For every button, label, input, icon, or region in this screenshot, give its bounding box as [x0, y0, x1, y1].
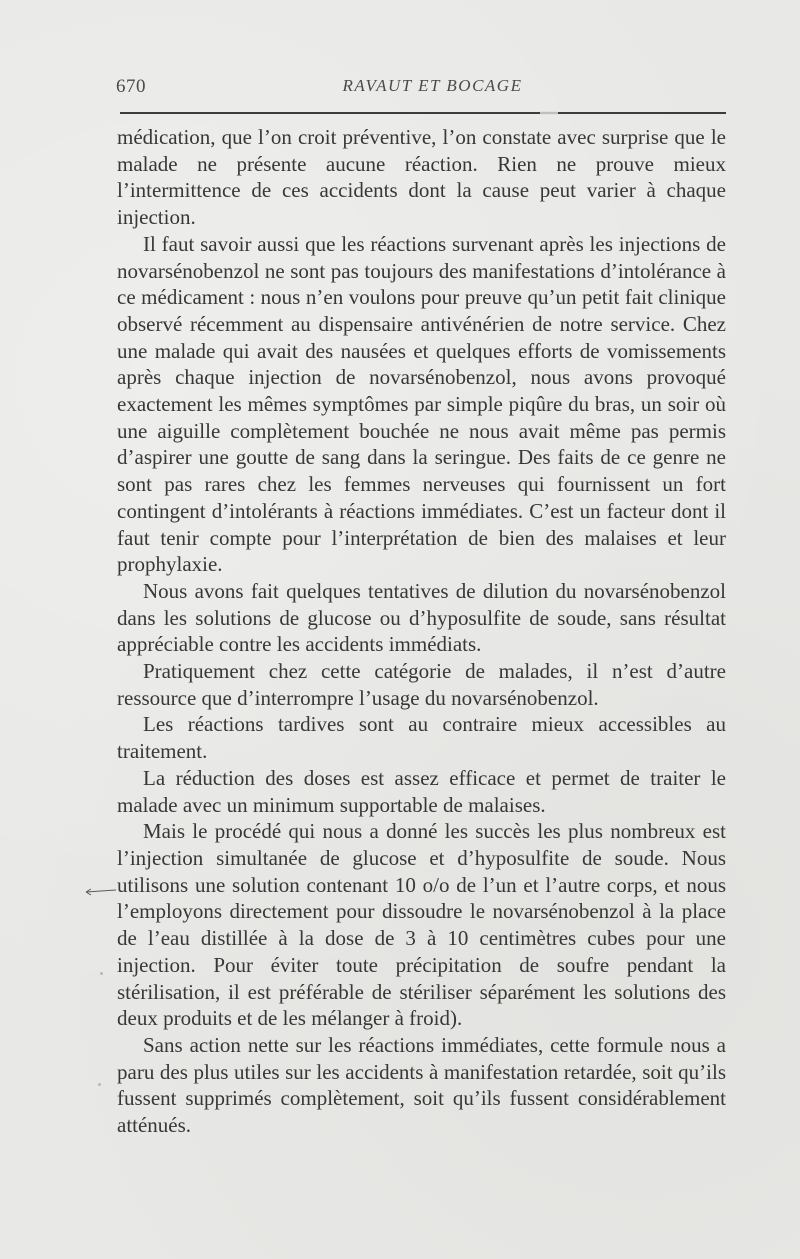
paper-speck: [100, 972, 103, 975]
paragraph: Mais le procédé qui nous a donné les succès les plus nombreux est l’injection simultanée de glucose et d’hyposulfite de soude. Nous utilisons une solution contenant 10 o/o de l’un et l’autre corps, et nous l’employons directement pour dissoudre le novarsénobenzol à la place de l’eau distillée à la dose de 3 à 10 centimètres cubes pour une injection. Pour éviter toute précipitation de soufre pendant la stérilisation, il est préférable de stériliser séparément les solutions des deux produits et de les mélanger à froid).: [117, 819, 726, 1031]
rule-wear: [540, 111, 558, 115]
running-head: [116, 76, 725, 102]
paragraph: Sans action nette sur les réactions immédiates, cette formule nous a paru des plus utiles sur les accidents à manifestation retardée, soit qu’ils fussent supprimés complètement, soit qu’ils fussent considérablement atténués.: [117, 1032, 726, 1138]
paragraph: Il faut savoir aussi que les réactions survenant après les injections de novarsénobenzol ne sont pas toujours des manifestations d’intolérance à ce médicament : nous n’en voulons pour preuve qu’un petit fait clinique observé récemment au dispensaire antivénérien de notre service. Chez une malade qui avait des nausées et quelques efforts de vomissements après chaque injection de novarsénobenzol, nous avons provoqué exactement les mêmes symptômes par simple piqûre du bras, un soir où une aiguille complètement bouchée ne nous avait même pas permis d’aspirer une goutte de sang dans la seringue. Des faits de ce genre ne sont pas rares chez les femmes nerveuses qui fournissent un fort contingent d’intolérants à réactions immédiates. C’est un facteur dont il faut tenir compte pour l’interprétation de bien des malaises et leur prophylaxie.: [117, 231, 726, 577]
paragraph: Pratiquement chez cette catégorie de malades, il n’est d’autre ressource que d’interrompre l’usage du novarsénobenzol.: [117, 659, 726, 710]
page-number: 670: [116, 76, 146, 97]
body-text: [117, 124, 726, 1139]
paragraph: Nous avons fait quelques tentatives de dilution du novarsénobenzol dans les solutions de glucose ou d’hyposulfite de soude, sans résultat appréciable contre les accidents immédiats.: [117, 578, 726, 657]
header-rule: [120, 112, 726, 114]
paragraph-continued: médication, que l’on croit préventive, l’on constate avec surprise que le malade ne présente aucune réaction. Rien ne prouve mieux l’intermittence de ces accidents dont la cause peut varier à chaque injection.: [117, 125, 726, 230]
running-title: RAVAUT ET BOCAGE: [342, 76, 523, 95]
paragraph: Les réactions tardives sont au contraire mieux accessibles au traitement.: [117, 712, 726, 764]
paragraph: La réduction des doses est assez efficace et permet de traiter le malade avec un minimum supportable de malaises.: [117, 765, 726, 817]
paper-speck: [98, 1083, 101, 1086]
handwritten-arrow-icon: [84, 885, 118, 899]
